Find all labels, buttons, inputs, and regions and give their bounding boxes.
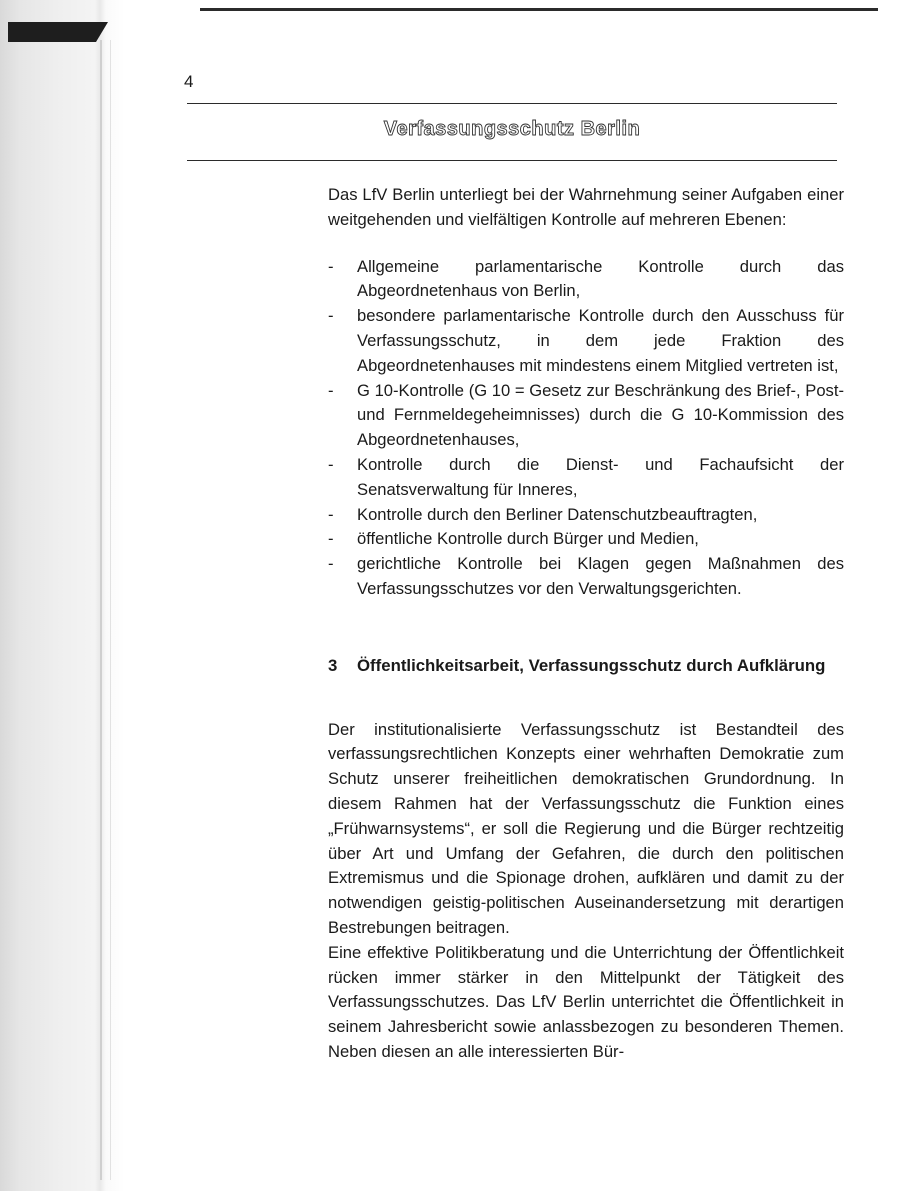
intro-paragraph: Das LfV Berlin unterliegt bei der Wahrnehmung seiner Aufgaben einer weitgehenden und vielfältigen Kontrolle auf mehreren Ebenen: [328,185,844,229]
bullet-dash: - [328,306,334,326]
bullet-dash: - [328,529,334,549]
section-heading [328,654,844,679]
list-item [328,552,844,602]
page-body [328,183,844,1065]
header-rule-bottom [187,160,837,161]
list-item-text: Kontrolle durch den Berliner Datenschutzbeauftragten, [357,504,758,524]
page-number: 4 [184,72,194,91]
binding-shadow [8,22,108,42]
section-number: 3 [328,655,338,675]
list-item-text: öffentliche Kontrolle durch Bürger und Medien, [357,529,699,549]
page-edge-line-secondary [110,40,111,1180]
control-levels-list [328,255,844,602]
bullet-dash: - [328,256,334,276]
list-item-text: Allgemeine parlamentarische Kontrolle durch das Abgeordnetenhaus von Berlin, [357,256,844,301]
list-item [328,304,844,378]
list-item-text: gerichtliche Kontrolle bei Klagen gegen Maßnahmen des Verfassungsschutzes vor den Verwaltungsgerichten. [357,554,844,598]
list-item [328,255,844,305]
bullet-dash: - [328,504,334,524]
page-edge-line [100,40,102,1180]
bullet-dash: - [328,554,334,574]
running-header-title: Verfassungsschutz Berlin [383,118,641,140]
bullet-dash: - [328,380,334,400]
header-rule-top [187,103,837,104]
section-title: Öffentlichkeitsarbeit, Verfassungsschutz durch Aufklärung [357,655,826,675]
list-item-text: G 10-Kontrolle (G 10 = Gesetz zur Beschränkung des Brief-, Post- und Fernmeldegeheimnisses) durch die G 10-Kommission des Abgeordnetenhauses, [357,380,844,450]
top-border-rule [200,8,878,11]
list-item [328,453,844,503]
scanned-binding-edge [0,0,125,1191]
list-item [328,503,844,528]
body-paragraph: Eine effektive Politikberatung und die Unterrichtung der Öffentlichkeit rücken immer stärker in den Mittelpunkt der Tätigkeit des Verfassungsschutzes. Das LfV Berlin unterrichtet die Öffentlichkeit in seinem Jahresbericht sowie anlassbezogen zu besonderen Themen. Neben diesen an alle interessierten Bür- [328,942,844,1061]
list-item-text: Kontrolle durch die Dienst- und Fachaufsicht der Senatsverwaltung für Inneres, [357,454,844,499]
list-item-text: besondere parlamentarische Kontrolle durch den Ausschuss für Verfassungsschutz, in dem jede Fraktion des Abgeordnetenhauses mit mindestens einem Mitglied vertreten ist, [357,306,844,375]
list-item [328,527,844,552]
bullet-dash: - [328,454,334,474]
list-item [328,379,844,453]
body-paragraph: Der institutionalisierte Verfassungsschutz ist Bestandteil des verfassungsrechtlichen Konzepts einer wehrhaften Demokratie zum Schutz unserer freiheitlichen demokratischen Grundordnung. In diesem Rahmen hat der Verfassungsschutz die Funktion eines „Frühwarnsystems“, er soll die Regierung und die Bürger rechtzeitig über Art und Umfang der Gefahren, die durch den politischen Extremismus und die Spionage drohen, aufklären und damit zu der notwendigen geistig-politischen Auseinandersetzung mit derartigen Bestrebungen beitragen. [328,719,844,937]
